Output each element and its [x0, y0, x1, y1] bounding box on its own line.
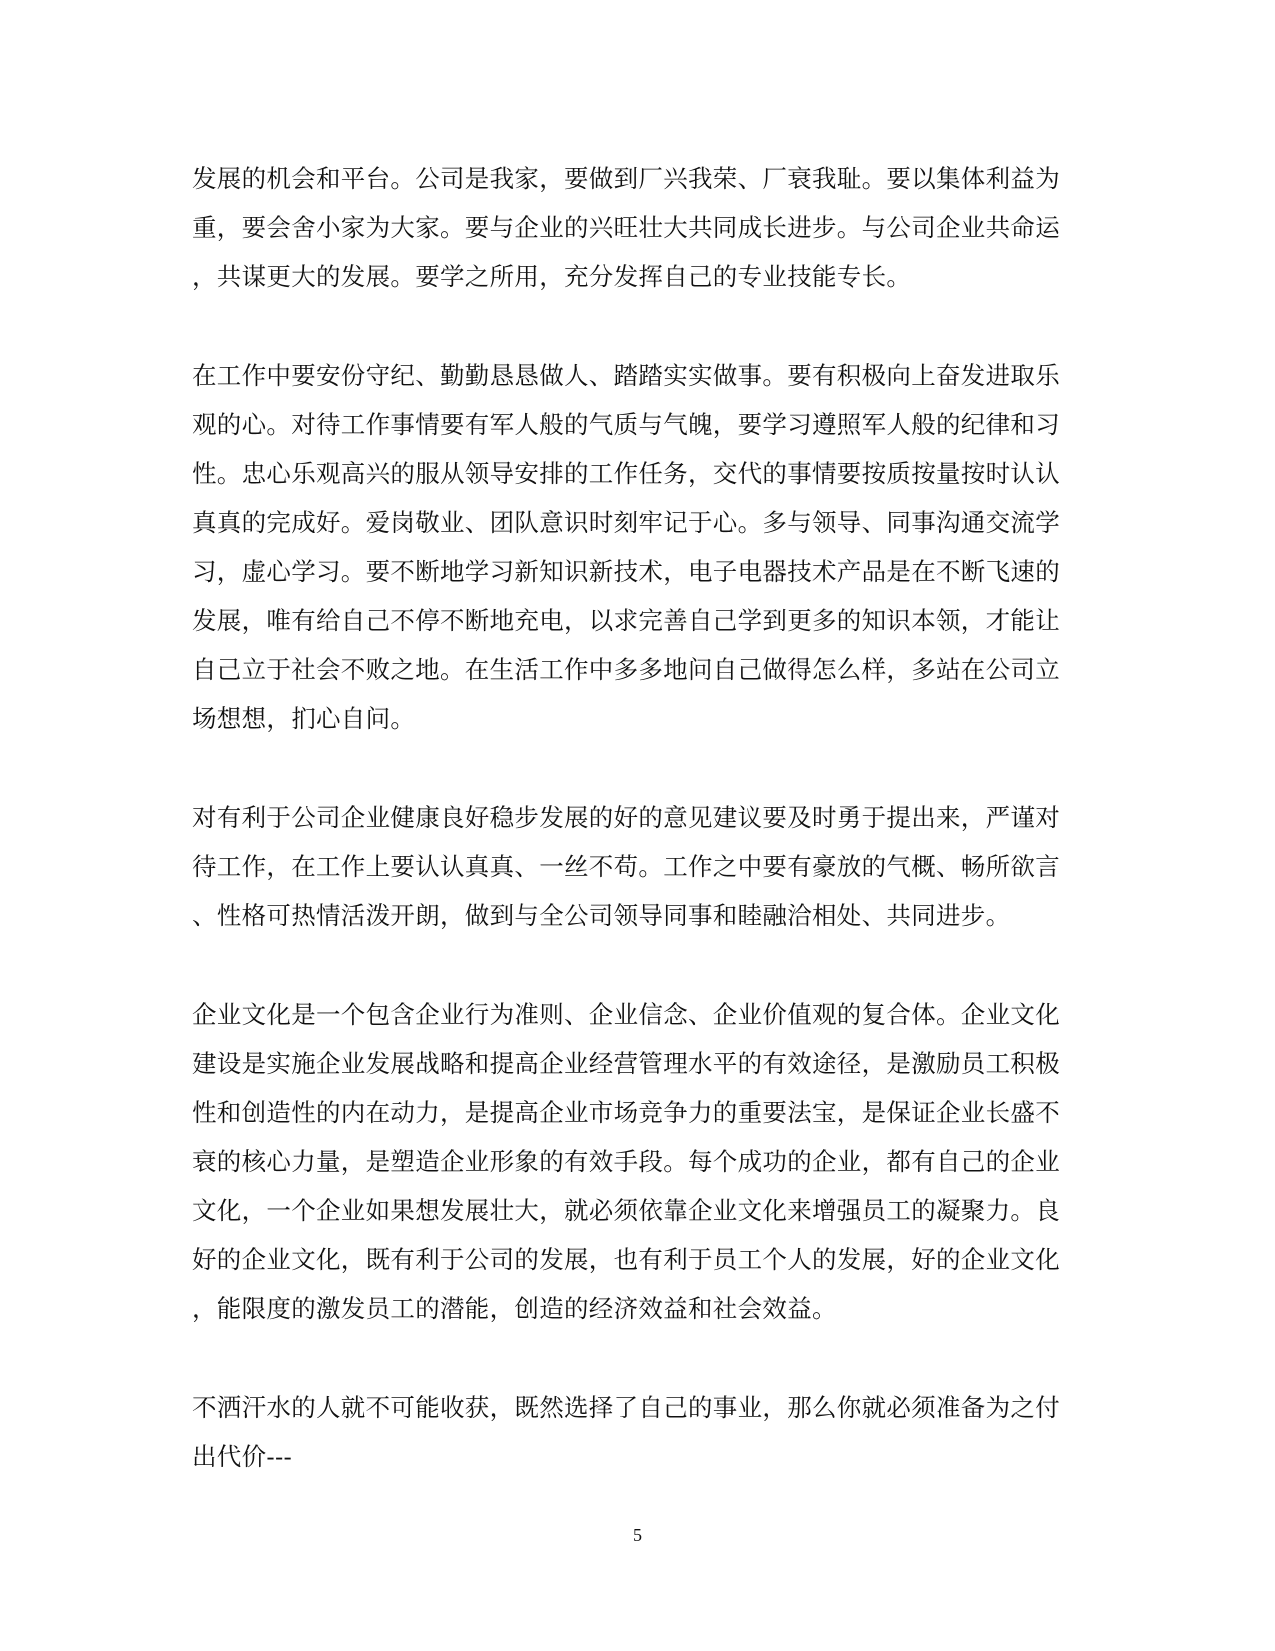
paragraph-spacer [192, 743, 1072, 793]
paragraph-5 [192, 1383, 1072, 1481]
text-line: 建设是实施企业发展战略和提高企业经营管理水平的有效途径，是激励员工积极 [192, 1049, 1060, 1078]
paragraph-spacer [192, 1333, 1072, 1383]
text-line: 真真的完成好。爱岗敬业、团队意识时刻牢记于心。多与领导、同事沟通交流学 [192, 508, 1060, 537]
paragraph-3 [192, 793, 1072, 940]
paragraph-2 [192, 351, 1072, 743]
text-line: 场想想，扪心自问。 [192, 704, 416, 733]
text-line: 重，要会舍小家为大家。要与企业的兴旺壮大共同成长进步。与公司企业共命运 [192, 213, 1060, 242]
text-line: 在工作中要安份守纪、勤勤恳恳做人、踏踏实实做事。要有积极向上奋发进取乐 [192, 361, 1060, 390]
document-body [192, 154, 1072, 1481]
text-line: 文化，一个企业如果想发展壮大，就必须依靠企业文化来增强员工的凝聚力。良 [192, 1196, 1060, 1225]
text-line: 衰的核心力量，是塑造企业形象的有效手段。每个成功的企业，都有自己的企业 [192, 1147, 1060, 1176]
text-line: 自己立于社会不败之地。在生活工作中多多地问自己做得怎么样，多站在公司立 [192, 655, 1060, 684]
paragraph-spacer [192, 301, 1072, 351]
paragraph-spacer [192, 940, 1072, 990]
text-line: 性和创造性的内在动力，是提高企业市场竞争力的重要法宝，是保证企业长盛不 [192, 1098, 1060, 1127]
text-line: 习，虚心学习。要不断地学习新知识新技术，电子电器技术产品是在不断飞速的 [192, 557, 1060, 586]
text-line: 出代价--- [192, 1442, 293, 1471]
text-line: 企业文化是一个包含企业行为准则、企业信念、企业价值观的复合体。企业文化 [192, 1000, 1060, 1029]
text-line: 观的心。对待工作事情要有军人般的气质与气魄，要学习遵照军人般的纪律和习 [192, 410, 1060, 439]
text-line: ，共谋更大的发展。要学之所用，充分发挥自己的专业技能专长。 [192, 262, 912, 291]
text-line: 、性格可热情活泼开朗，做到与全公司领导同事和睦融洽相处、共同进步。 [192, 901, 1011, 930]
text-line: 发展的机会和平台。公司是我家，要做到厂兴我荣、厂衰我耻。要以集体利益为 [192, 164, 1060, 193]
text-line: ，能限度的激发员工的潜能，创造的经济效益和社会效益。 [192, 1294, 837, 1323]
text-line: 发展，唯有给自己不停不断地充电，以求完善自己学到更多的知识本领，才能让 [192, 606, 1060, 635]
paragraph-4 [192, 990, 1072, 1333]
paragraph-1 [192, 154, 1072, 301]
text-line: 不洒汗水的人就不可能收获，既然选择了自己的事业，那么你就必须准备为之付 [192, 1393, 1060, 1422]
text-line: 对有利于公司企业健康良好稳步发展的好的意见建议要及时勇于提出来，严谨对 [192, 803, 1060, 832]
page-number: 5 [633, 1525, 642, 1545]
text-line: 好的企业文化，既有利于公司的发展，也有利于员工个人的发展，好的企业文化 [192, 1245, 1060, 1274]
text-line: 待工作，在工作上要认认真真、一丝不苟。工作之中要有豪放的气概、畅所欲言 [192, 852, 1060, 881]
text-line: 性。忠心乐观高兴的服从领导安排的工作任务，交代的事情要按质按量按时认认 [192, 459, 1060, 488]
